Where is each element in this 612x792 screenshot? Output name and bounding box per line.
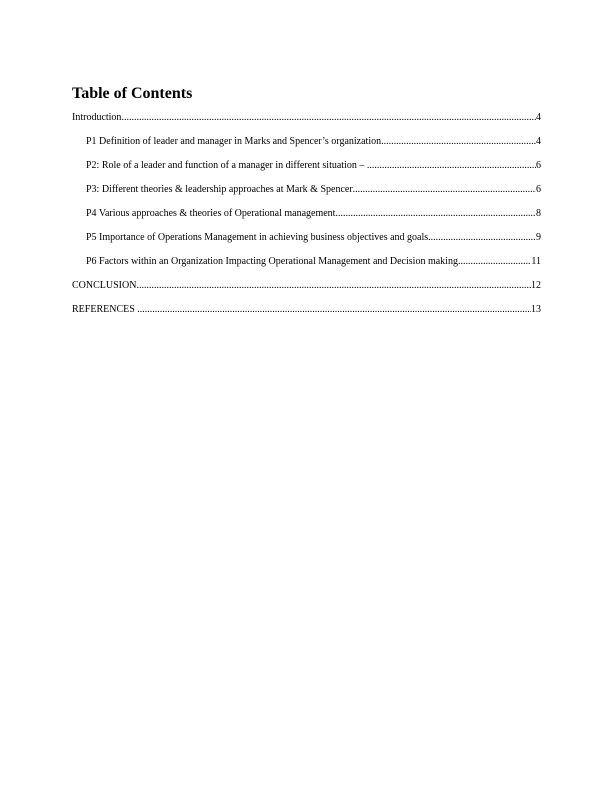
toc-entry-page: 6	[536, 160, 541, 171]
toc-dot-leader	[428, 232, 536, 244]
toc-entry-conclusion[interactable]	[72, 280, 541, 292]
toc-entry-p6[interactable]	[72, 256, 541, 268]
toc-entry-page: 11	[531, 256, 541, 267]
toc-entry-references[interactable]	[72, 304, 541, 316]
toc-entry-page: 4	[536, 136, 541, 147]
toc-entry-page: 12	[531, 280, 541, 291]
toc-entry-page: 9	[536, 232, 541, 243]
table-of-contents	[72, 112, 541, 328]
toc-dot-leader	[335, 208, 536, 220]
toc-entry-page: 8	[536, 208, 541, 219]
toc-entry-page: 6	[536, 184, 541, 195]
toc-entry-label: CONCLUSION	[72, 280, 137, 291]
toc-entry-label: REFERENCES	[72, 304, 138, 315]
toc-entry-label: P4 Various approaches & theories of Operational management	[86, 208, 336, 219]
toc-dot-leader	[121, 112, 536, 124]
toc-entry-p4[interactable]	[72, 208, 541, 220]
toc-dot-leader	[381, 136, 536, 148]
toc-entry-p1[interactable]	[72, 136, 541, 148]
toc-entry-introduction[interactable]	[72, 112, 541, 124]
toc-dot-leader	[367, 160, 536, 172]
toc-dot-leader	[136, 280, 531, 292]
toc-entry-p5[interactable]	[72, 232, 541, 244]
toc-entry-p2[interactable]	[72, 160, 541, 172]
toc-entry-label: Introduction	[72, 112, 122, 123]
toc-entry-p3[interactable]	[72, 184, 541, 196]
toc-entry-label: P5 Importance of Operations Management in achieving business objectives and goals	[86, 232, 429, 243]
toc-dot-leader	[137, 304, 531, 316]
toc-dot-leader	[458, 256, 531, 268]
toc-entry-label: P3: Different theories & leadership approaches at Mark & Spencer	[86, 184, 353, 195]
toc-entry-label: P1 Definition of leader and manager in Marks and Spencer’s organization	[86, 136, 382, 147]
toc-entry-page: 13	[531, 304, 541, 315]
toc-entry-label: P6 Factors within an Organization Impacting Operational Management and Decision making	[86, 256, 458, 267]
toc-heading: Table of Contents	[72, 85, 193, 102]
toc-dot-leader	[353, 184, 536, 196]
toc-entry-label: P2: Role of a leader and function of a manager in different situation –	[86, 160, 367, 171]
toc-entry-page: 4	[536, 112, 541, 123]
